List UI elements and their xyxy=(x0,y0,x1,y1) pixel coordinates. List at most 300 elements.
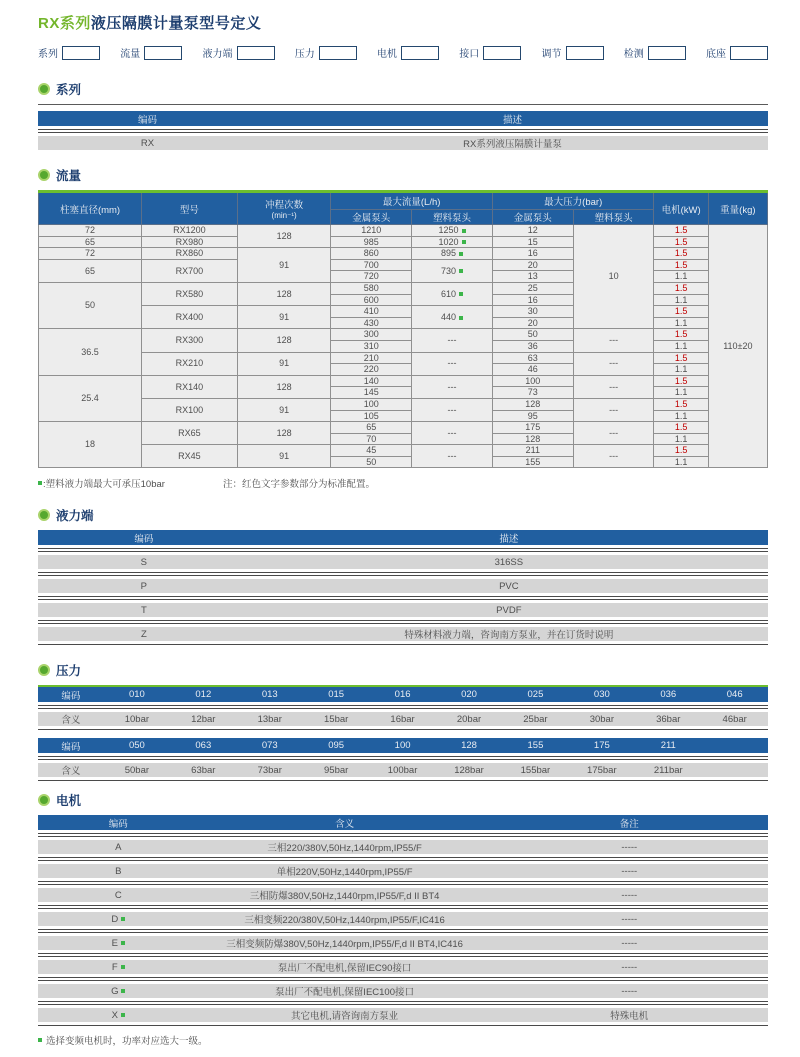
green-square-icon xyxy=(462,240,466,244)
pressure-meaning: 12bar xyxy=(191,713,216,725)
flow-table-cell: RX65 xyxy=(142,422,238,445)
pressure-code: 050 xyxy=(128,740,145,752)
flow-table-cell: 1.1 xyxy=(654,294,708,306)
divider xyxy=(38,833,768,837)
flow-table-cell: 18 xyxy=(39,422,142,468)
section-pressure-heading xyxy=(38,661,768,679)
flow-table-cell: 91 xyxy=(237,306,331,329)
liquid-end-code: S xyxy=(140,556,148,568)
section-liquid-end-heading xyxy=(38,506,768,524)
model-code-field xyxy=(38,45,100,60)
flow-table-cell: 128 xyxy=(237,225,331,248)
divider xyxy=(38,129,768,133)
model-code-box xyxy=(319,46,357,60)
liquid-end-code: P xyxy=(140,580,148,592)
pressure-meaning: 100bar xyxy=(387,764,418,776)
flow-table-cell: 65 xyxy=(39,259,142,282)
model-code-field xyxy=(377,45,439,60)
motor-code: A xyxy=(115,841,122,853)
page-title-rest: 液压隔膜计量泵型号定义 xyxy=(90,15,262,32)
col-header-motor: 电机(kW) xyxy=(654,192,708,225)
divider xyxy=(38,729,768,730)
col-header-metal-pressure: 金属泵头 xyxy=(492,210,573,225)
pressure-meaning: 46bar xyxy=(722,713,747,725)
motor-table xyxy=(38,815,768,1026)
flow-table-cell: 895 xyxy=(412,248,493,260)
col-header-diameter: 柱塞直径(mm) xyxy=(39,192,142,225)
flow-table-cell: 1.5 xyxy=(654,445,708,457)
flow-table-cell: RX100 xyxy=(142,398,238,421)
pressure-meaning: 20bar xyxy=(456,713,482,725)
flow-table-cell: 20 xyxy=(492,317,573,329)
green-square-icon xyxy=(121,965,125,969)
model-code-box xyxy=(483,46,521,60)
motor-note: ----- xyxy=(621,889,638,901)
flow-table-cell: RX580 xyxy=(142,282,238,305)
pressure-meaning: 50bar xyxy=(124,764,150,776)
flow-table-cell: 50 xyxy=(492,329,573,341)
liquid-end-desc: PVDF xyxy=(496,604,522,616)
flow-table-cell: RX700 xyxy=(142,259,238,282)
model-code-fields xyxy=(38,45,768,60)
flow-table-cell: 1.5 xyxy=(654,282,708,294)
model-code-field-label: 流量 xyxy=(120,49,141,60)
flow-table-cell: 1.5 xyxy=(654,398,708,410)
strokes-label: 冲程次数 xyxy=(265,200,304,211)
flow-table-row xyxy=(39,445,768,457)
motor-footnote xyxy=(38,1033,768,1047)
liquid-end-table-header xyxy=(38,530,768,545)
flow-table-row xyxy=(39,329,768,341)
flow-table-cell: RX980 xyxy=(142,236,238,248)
pressure-code: 036 xyxy=(660,689,677,701)
pressure-meaning: 13bar xyxy=(257,713,282,725)
flow-table-cell: 16 xyxy=(492,294,573,306)
table-row xyxy=(38,960,768,974)
flow-table-cell: 300 xyxy=(331,329,412,341)
flow-table-cell: 700 xyxy=(331,259,412,271)
flow-note-1: :塑料液力端最大可承压10bar xyxy=(43,479,165,491)
pressure-code: 010 xyxy=(128,689,145,701)
flow-table-cell: 220 xyxy=(331,364,412,376)
flow-table-cell: 580 xyxy=(331,282,412,294)
flow-table-row xyxy=(39,398,768,410)
flow-table-cell: 91 xyxy=(237,352,331,375)
model-code-field-label: 调节 xyxy=(541,49,562,60)
pressure-meaning: 175bar xyxy=(587,764,617,776)
flow-table-cell: 1.5 xyxy=(654,329,708,341)
pressure-meaning: 95bar xyxy=(324,764,349,776)
flow-table-cell: --- xyxy=(573,398,654,421)
flow-table xyxy=(38,190,768,468)
table-row xyxy=(38,936,768,950)
divider xyxy=(38,857,768,861)
green-square-icon xyxy=(121,917,125,921)
flow-table-cell: 600 xyxy=(331,294,412,306)
divider xyxy=(38,905,768,909)
model-code-field-label: 压力 xyxy=(294,49,315,60)
column-header: 备注 xyxy=(619,818,639,830)
motor-meaning: 三相防爆380V,50Hz,1440rpm,IP55/F,d II BT4 xyxy=(249,891,440,903)
section-series-title: 系列 xyxy=(56,83,82,97)
liquid-end-table xyxy=(38,530,768,645)
flow-table-cell: 72 xyxy=(39,225,142,237)
model-code-field xyxy=(706,45,768,60)
flow-table-cell: 128 xyxy=(237,375,331,398)
green-square-icon xyxy=(459,316,463,320)
flow-table-cell: 12 xyxy=(492,225,573,237)
pressure-code: 063 xyxy=(195,740,212,752)
motor-code: X xyxy=(38,1010,199,1021)
series-code: RX xyxy=(140,137,155,149)
page-title-series: RX系列 xyxy=(38,15,91,32)
flow-table-cell: 25 xyxy=(492,282,573,294)
model-code-field-label: 电机 xyxy=(377,49,397,60)
flow-table-cell: 63 xyxy=(492,352,573,364)
flow-table-cell: RX210 xyxy=(142,352,238,375)
column-header: 编码 xyxy=(134,533,154,545)
pressure-code: 016 xyxy=(394,689,411,701)
pressure-table xyxy=(38,738,768,781)
flow-table-cell: RX400 xyxy=(142,306,238,329)
flow-table-cell: 211 xyxy=(492,445,573,457)
model-code-field-label: 底座 xyxy=(706,49,726,60)
flow-table-cell: 46 xyxy=(492,364,573,376)
liquid-end-code: T xyxy=(140,604,147,616)
flow-table-cell: 36.5 xyxy=(39,329,142,375)
flow-table-cell: RX140 xyxy=(142,375,238,398)
flow-table-row xyxy=(39,306,768,318)
flow-table-cell: 128 xyxy=(237,329,331,352)
pressure-code-row xyxy=(38,738,768,753)
flow-table-cell: 100 xyxy=(492,375,573,387)
green-square-icon xyxy=(38,1038,42,1042)
flow-table-cell: 1.5 xyxy=(654,248,708,260)
motor-meaning: 三相变频220/380V,50Hz,1440rpm,IP55/F,IC416 xyxy=(244,915,445,927)
divider xyxy=(38,1025,768,1026)
motor-code: C xyxy=(114,889,122,901)
green-square-icon xyxy=(462,229,466,233)
model-code-box xyxy=(566,46,604,60)
table-row xyxy=(38,579,768,593)
flow-table-cell: 20 xyxy=(492,259,573,271)
flow-table-cell: --- xyxy=(412,445,493,468)
flow-table-row xyxy=(39,352,768,364)
flow-table-row xyxy=(39,422,768,434)
pressure-code: 012 xyxy=(195,689,212,701)
flow-table-cell: 10 xyxy=(573,225,654,329)
col-header-model: 型号 xyxy=(142,192,238,225)
flow-table-cell: 985 xyxy=(331,236,412,248)
flow-table-cell: 175 xyxy=(492,422,573,434)
flow-table-cell: 128 xyxy=(492,398,573,410)
green-square-icon xyxy=(121,941,125,945)
flow-table-cell: --- xyxy=(412,422,493,445)
model-code-box xyxy=(648,46,686,60)
section-bullet-icon xyxy=(38,794,50,806)
column-header: 描述 xyxy=(502,114,522,126)
divider xyxy=(38,1001,768,1005)
flow-table-row xyxy=(39,259,768,271)
flow-table-cell: --- xyxy=(573,422,654,445)
motor-footnote-text: 选择变频电机时，功率对应选大一级。 xyxy=(46,1036,208,1048)
flow-table-cell: 1.1 xyxy=(654,387,708,399)
flow-table-cell: --- xyxy=(573,352,654,375)
flow-table-row xyxy=(39,282,768,294)
pressure-meaning: 73bar xyxy=(257,764,282,776)
column-header: 编码 xyxy=(137,114,157,126)
divider xyxy=(38,572,768,576)
table-row xyxy=(38,627,768,641)
flow-table-cell: 1.1 xyxy=(654,271,708,283)
flow-table-cell: 91 xyxy=(237,445,331,468)
section-series-heading xyxy=(38,80,768,98)
flow-table-cell: 440 xyxy=(412,306,493,329)
flow-table-cell: 1.1 xyxy=(654,410,708,422)
green-square-icon xyxy=(121,1013,125,1017)
flow-table-cell: 140 xyxy=(331,375,412,387)
flow-table-cell: 1.5 xyxy=(654,352,708,364)
motor-note: ----- xyxy=(621,985,638,997)
flow-table-cell: 860 xyxy=(331,248,412,260)
flow-table-row xyxy=(39,225,768,237)
flow-table-cell: RX860 xyxy=(142,248,238,260)
table-row xyxy=(38,984,768,998)
pressure-table xyxy=(38,685,768,730)
flow-table-cell: 65 xyxy=(39,236,142,248)
series-table-header xyxy=(38,111,768,126)
section-pressure-title: 压力 xyxy=(56,664,82,679)
flow-table-cell: RX45 xyxy=(142,445,238,468)
divider xyxy=(38,977,768,981)
pressure-meaning: 36bar xyxy=(656,713,681,725)
model-code-field-label: 接口 xyxy=(459,49,480,60)
section-liquid-end-title: 液力端 xyxy=(56,509,94,524)
page-title xyxy=(38,12,768,33)
divider xyxy=(38,756,768,760)
pressure-meaning: 25bar xyxy=(523,713,548,725)
motor-meaning: 三相变频防爆380V,50Hz,1440rpm,IP55/F,d II BT4,IC416 xyxy=(226,939,463,951)
flow-table-cell: 15 xyxy=(492,236,573,248)
flow-table-cell: 1.5 xyxy=(654,375,708,387)
flow-table-row xyxy=(39,236,768,248)
col-header-max-flow: 最大流量(L/h) xyxy=(331,192,493,210)
divider xyxy=(38,705,768,709)
flow-table-cell: 128 xyxy=(237,422,331,445)
flow-table-cell: 128 xyxy=(237,282,331,305)
flow-table-cell: 25.4 xyxy=(39,375,142,421)
pressure-meaning-row xyxy=(38,712,768,726)
flow-table-cell: 70 xyxy=(331,433,412,445)
flow-table-cell: 36 xyxy=(492,340,573,352)
divider xyxy=(38,104,768,105)
model-code-field-label: 检测 xyxy=(623,49,644,60)
flow-table-cell: --- xyxy=(573,375,654,398)
col-header-plastic-flow: 塑料泵头 xyxy=(412,210,493,225)
pressure-code: 030 xyxy=(593,689,610,701)
column-header: 描述 xyxy=(499,533,519,545)
section-bullet-icon xyxy=(38,664,50,676)
flow-table-cell: 410 xyxy=(331,306,412,318)
flow-table-cell: 145 xyxy=(331,387,412,399)
flow-table-cell: 72 xyxy=(39,248,142,260)
model-code-field xyxy=(542,45,604,60)
flow-table-cell: 1.5 xyxy=(654,236,708,248)
flow-table-cell: 91 xyxy=(237,248,331,283)
table-row xyxy=(38,136,768,150)
pressure-tables xyxy=(38,685,768,781)
pressure-code: 128 xyxy=(461,740,477,752)
flow-table-cell: 128 xyxy=(492,433,573,445)
flow-table-notes xyxy=(38,476,768,490)
divider xyxy=(38,953,768,957)
flow-table-row xyxy=(39,375,768,387)
green-square-icon xyxy=(459,252,463,256)
flow-table-cell: 1210 xyxy=(331,225,412,237)
pressure-code: 073 xyxy=(261,740,278,752)
flow-table-cell: 730 xyxy=(412,259,493,282)
flow-table-cell: 310 xyxy=(331,340,412,352)
model-code-field xyxy=(295,45,357,60)
flow-table-cell: 1.1 xyxy=(654,433,708,445)
flow-table-cell: 95 xyxy=(492,410,573,422)
motor-code: B xyxy=(115,865,122,877)
series-desc: RX系列液压隔膜计量泵 xyxy=(463,139,562,150)
flow-table-cell: 155 xyxy=(492,456,573,468)
flow-table-cell: 105 xyxy=(331,410,412,422)
pressure-code: 015 xyxy=(328,689,345,701)
table-row xyxy=(38,1008,768,1022)
pressure-meaning: 128bar xyxy=(454,764,484,776)
motor-meaning: 单相220V,50Hz,1440rpm,IP55/F xyxy=(276,867,413,879)
pressure-code: 095 xyxy=(328,740,345,752)
table-row xyxy=(38,555,768,569)
motor-code: E xyxy=(38,938,199,949)
liquid-end-desc: 316SS xyxy=(494,556,524,568)
divider xyxy=(38,620,768,624)
table-row xyxy=(38,888,768,902)
model-code-box xyxy=(401,46,439,60)
flow-table-cell: 210 xyxy=(331,352,412,364)
pressure-code: 020 xyxy=(461,689,477,701)
divider xyxy=(38,596,768,600)
divider xyxy=(38,780,768,781)
motor-code: G xyxy=(38,986,199,997)
series-table xyxy=(38,111,768,150)
model-code-box xyxy=(730,46,768,60)
section-motor-heading xyxy=(38,791,768,809)
col-header-strokes xyxy=(237,192,331,225)
motor-note: ----- xyxy=(621,913,638,925)
flow-table-header xyxy=(39,192,768,225)
col-header-plastic-pressure: 塑料泵头 xyxy=(573,210,654,225)
flow-table-cell: --- xyxy=(412,375,493,398)
section-bullet-icon xyxy=(38,169,50,181)
flow-table-cell: 16 xyxy=(492,248,573,260)
flow-table-cell: 1020 xyxy=(412,236,493,248)
model-code-field-label: 系列 xyxy=(38,49,58,60)
flow-table-cell: 45 xyxy=(331,445,412,457)
flow-table-cell: 1.5 xyxy=(654,225,708,237)
col-header-metal-flow: 金属泵头 xyxy=(331,210,412,225)
strokes-unit: (min⁻¹) xyxy=(271,211,297,220)
row-label: 编码 xyxy=(61,741,81,753)
motor-meaning: 其它电机,请咨询南方泵业 xyxy=(291,1011,399,1023)
flow-table-cell: --- xyxy=(573,329,654,352)
row-label: 编码 xyxy=(61,690,81,702)
pressure-code: 046 xyxy=(726,689,743,701)
motor-note: 特殊电机 xyxy=(610,1011,649,1023)
divider xyxy=(38,644,768,645)
flow-table-cell: 430 xyxy=(331,317,412,329)
model-code-field xyxy=(459,45,521,60)
col-header-max-pressure: 最大压力(bar) xyxy=(492,192,654,210)
table-row xyxy=(38,603,768,617)
pressure-meaning: 30bar xyxy=(589,713,614,725)
pressure-code-row xyxy=(38,685,768,702)
divider xyxy=(38,881,768,885)
flow-table-cell: --- xyxy=(412,398,493,421)
motor-meaning: 泵出厂不配电机,保留IEC90接口 xyxy=(277,963,412,975)
flow-table-cell: 73 xyxy=(492,387,573,399)
flow-table-cell: 1.5 xyxy=(654,259,708,271)
pressure-meaning: 10bar xyxy=(124,713,150,725)
section-bullet-icon xyxy=(38,83,50,95)
pressure-code: 155 xyxy=(527,740,544,752)
motor-note: ----- xyxy=(621,961,638,973)
flow-table-cell: 1250 xyxy=(412,225,493,237)
liquid-end-desc: PVC xyxy=(499,580,519,592)
flow-table-cell: 100 xyxy=(331,398,412,410)
flow-table-cell: 1.1 xyxy=(654,340,708,352)
divider xyxy=(38,929,768,933)
pressure-meaning: 155bar xyxy=(520,764,551,776)
column-header: 编码 xyxy=(108,818,128,830)
section-flow-title: 流量 xyxy=(56,169,82,183)
motor-table-header xyxy=(38,815,768,830)
flow-table-cell: 610 xyxy=(412,282,493,305)
flow-table-cell: --- xyxy=(573,445,654,468)
flow-table-cell: RX300 xyxy=(142,329,238,352)
model-code-box xyxy=(62,46,100,60)
green-square-icon xyxy=(121,989,125,993)
divider xyxy=(38,548,768,552)
flow-table-cell: 30 xyxy=(492,306,573,318)
flow-table-cell: 1.1 xyxy=(654,364,708,376)
green-square-icon xyxy=(459,269,463,273)
pressure-code: 025 xyxy=(527,689,544,701)
motor-note: ----- xyxy=(621,865,638,877)
flow-table-cell: 110±20 xyxy=(708,225,767,468)
flow-table-cell: 91 xyxy=(237,398,331,421)
green-square-icon xyxy=(459,292,463,296)
liquid-end-desc: 特殊材料液力端，咨询南方泵业，并在订货时说明 xyxy=(404,630,614,642)
pressure-code: 175 xyxy=(593,740,610,752)
flow-table-cell: 1.5 xyxy=(654,306,708,318)
pressure-code: 100 xyxy=(394,740,411,752)
motor-note: ----- xyxy=(621,841,638,853)
section-bullet-icon xyxy=(38,509,50,521)
table-row xyxy=(38,912,768,926)
flow-table-cell: --- xyxy=(412,352,493,375)
green-square-icon xyxy=(38,481,42,485)
flow-table-cell: 50 xyxy=(39,282,142,328)
table-row xyxy=(38,864,768,878)
pressure-meaning: 15bar xyxy=(324,713,349,725)
flow-table-cell: 1.5 xyxy=(654,422,708,434)
section-motor-title: 电机 xyxy=(56,794,82,809)
model-code-box xyxy=(237,46,275,60)
